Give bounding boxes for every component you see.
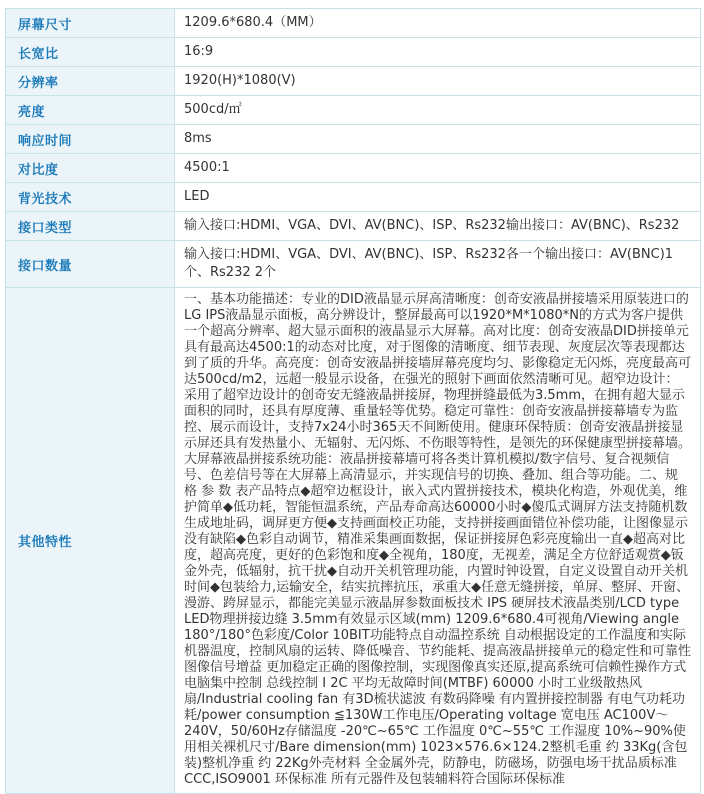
spec-label: 屏幕尺寸 <box>6 9 174 37</box>
spec-label: 背光技术 <box>6 183 174 211</box>
spec-value: 500cd/㎡ <box>175 96 700 124</box>
spec-label: 接口数量 <box>6 241 174 287</box>
spec-label: 其他特性 <box>6 288 174 793</box>
spec-row-interface-count <box>6 241 700 287</box>
spec-row-backlight <box>6 183 700 211</box>
spec-row-screen-size <box>6 9 700 37</box>
spec-row-interface-type <box>6 212 700 240</box>
spec-value: 16:9 <box>175 38 700 66</box>
spec-value: LED <box>175 183 700 211</box>
product-spec-table <box>5 8 701 794</box>
spec-label: 对比度 <box>6 154 174 182</box>
spec-label: 响应时间 <box>6 125 174 153</box>
spec-value: 一、基本功能描述：专业的DID液晶显示屏高清晰度：创奇安液晶拼接墙采用原装进口的LG IPS液晶显示面板，高分辨设计，整屏最高可以1920*M*1080*N的方式为客户提供一个超高分辨率、超大显示面积的液晶显示大屏幕。高对比度：创奇安液晶DID拼接单元具有最高达4500:1的动态对比度，对于图像的清晰度、细节表现、灰度层次等表现都达到了质的升华。高亮度：创奇安液晶拼接墙屏幕亮度均匀、影像稳定无闪烁，亮度最高可达500cd/m2，远超一般显示设备，在强光的照射下画面依然清晰可见。超窄边设计：采用了超窄边设计的创奇安无缝液晶拼接屏，物理拼缝最低为3.5mm，在拥有超大显示面积的同时，还具有厚度薄、重量轻等优势。稳定可靠性：创奇安液晶拼接幕墙专为监控、展示而设计，支持7x24小时365天不间断使用。健康环保特质：创奇安液晶拼接显示屏还具有发热量小、无辐射、无闪烁、不伤眼等特性，是领先的环保健康型拼接幕墙。大屏幕液晶拼接系统功能：液晶拼接幕墙可将各类计算机模拟/数字信号、复合视频信号、色差信号等在大屏幕上高清显示，并实现信号的切换、叠加、组合等功能。二、规 格 参 数 表产品特点◆超窄边框设计，嵌入式内置拼接技术，模块化构造，外观优美，维护简单◆低功耗，智能恒温系统，产品寿命高达60000小时◆傻瓜式调屏方法支持随机数生成地址码，调屏更方便◆支持画面校正功能，支持拼接画面错位补偿功能，让图像显示没有缺陷◆色彩自动调节，精准采集画面数据，保证拼接屏色彩亮度输出一直◆超高对比度，超高亮度，更好的色彩饱和度◆全视角，180度，无视差，满足全方位舒适观赏◆钣金外壳，低辐射，抗干扰◆自动开关机管理功能，内置时钟设置，自定义设置自动开关机时间◆包装给力,运输安全，结实抗摔抗压，承重大◆任意无缝拼接，单屏、整屏、开窗、漫游、跨屏显示，都能完美显示液晶屏参数面板技术 IPS 硬屏技术液晶类别/LCD type LED物理拼接边缝 3.5mm有效显示区域(mm) 1209.6*680.4可视角/Viewing angle 180°/180°色彩度/Color 10BIT功能特点自动温控系统 自动根据设定的工作温度和实际机器温度，控制风扇的运转、降低噪音、节约能耗、提高液晶拼接单元的稳定性和可靠性 图像信号增益 更加稳定正确的图像控制，实现图像真实还原,提高系统可信赖性操作方式 电脑集中控制 总线控制 I 2C 平均无故障时间(MTBF) 60000 小时工业级散热风扇/Industrial cooling fan 有3D梳状滤波 有数码降噪 有内置拼接控制器 有电气功耗功耗/power consumption ≦130W工作电压/Operating voltage 宽电压 AC100V～240V，50/60Hz存储温度 -20℃~65℃ 工作温度 0℃~55℃ 工作湿度 10%~90%使用相关裸机尺寸/Bare dimension(mm) 1023×576.6×124.2整机毛重 约 33Kg(含包装)整机净重 约 22Kg外壳材料 全金属外壳，防静电，防磁场，防强电场干扰品质标准 CCC,ISO9001 环保标准 所有元器件及包装辅料符合国际环保标准 <box>175 288 700 793</box>
spec-value: 1920(H)*1080(V) <box>175 67 700 95</box>
spec-row-brightness <box>6 96 700 124</box>
spec-label: 长宽比 <box>6 38 174 66</box>
spec-label: 分辨率 <box>6 67 174 95</box>
spec-value: 输入接口:HDMI、VGA、DVI、AV(BNC)、ISP、Rs232输出接口：AV(BNC)、Rs232 <box>175 212 700 240</box>
spec-label: 接口类型 <box>6 212 174 240</box>
spec-value: 8ms <box>175 125 700 153</box>
spec-row-response-time <box>6 125 700 153</box>
spec-row-other-features <box>6 288 700 793</box>
spec-row-resolution <box>6 67 700 95</box>
spec-value: 4500:1 <box>175 154 700 182</box>
spec-row-contrast <box>6 154 700 182</box>
spec-label: 亮度 <box>6 96 174 124</box>
spec-value: 输入接口:HDMI、VGA、DVI、AV(BNC)、ISP、Rs232各一个输出接口：AV(BNC)1个、Rs232 2个 <box>175 241 700 287</box>
spec-value: 1209.6*680.4（MM） <box>175 9 700 37</box>
spec-row-aspect-ratio <box>6 38 700 66</box>
